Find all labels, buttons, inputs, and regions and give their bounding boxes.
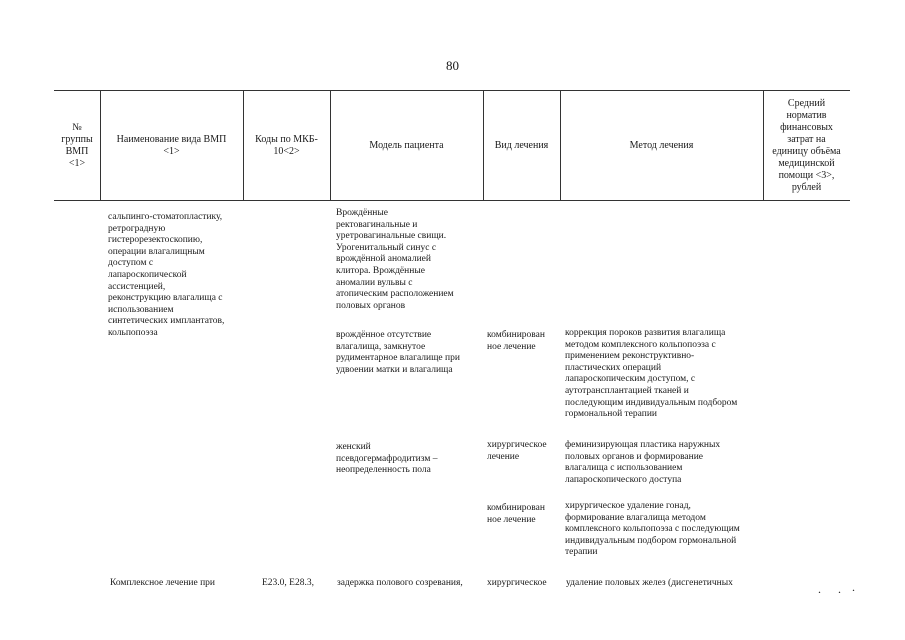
header-group-no: № группы ВМП <1> <box>61 122 93 169</box>
treatment-type-cell: комбинирован ное лечение <box>487 330 545 352</box>
patient-model-cell: задержка полового созревания, <box>337 578 463 588</box>
table-header-bottom-border <box>54 200 850 201</box>
treatment-method-cell: феминизирующая пластика наружных половых органов и формирование влагалища с использованием лапароскопического доступа <box>565 440 721 485</box>
vmp-name-continuation: сальпинго-стоматопластику, ретроградную гистерорезектоскопию, операции влагалищным доступом с лапароскопической ассистенцией, реконструкцию влагалища с использованием синтетических имплантатов, кольпопоэза <box>108 212 225 338</box>
treatment-method-cell: хирургическое удаление гонад, формирование влагалища методом комплексного кольпопоэза с последующим индивидуальным подбором гормональной терапии <box>565 501 740 558</box>
patient-model-cell: врождённое отсутствие влагалища, замкнутое рудиментарное влагалище при удвоении матки и влагалища <box>336 330 460 375</box>
scan-dot-mark: . <box>838 582 841 596</box>
header-vmp-name: Наименование вида ВМП <1> <box>116 134 227 157</box>
table-top-border <box>54 90 850 91</box>
patient-model-cell: женский псевдогермафродитизм – неопределенность пола <box>336 442 438 476</box>
scan-dot-mark: . <box>818 582 821 596</box>
vmp-name-cell: Комплексное лечение при <box>110 578 216 588</box>
treatment-type-cell: хирургическое <box>487 578 547 588</box>
treatment-type-cell: хирургическое лечение <box>487 440 547 462</box>
header-treatment-method: Метод лечения <box>629 140 694 151</box>
treatment-method-cell: коррекция пороков развития влагалища методом комплексного кольпопоэза с применением реконструктивно- пластических операций лапароскопическим доступом, с аутотрансплантацией тканей и последующим индивидуальным подбором гормональной терапии <box>565 328 738 420</box>
header-icd-codes: Коды по МКБ- 10<2> <box>255 134 318 157</box>
header-treatment-type: Вид лечения <box>494 140 549 151</box>
scan-dot-mark: . <box>852 580 855 594</box>
icd-codes-cell: E23.0, E28.3, <box>262 578 314 588</box>
header-avg-cost: Средний норматив финансовых затрат на единицу объёма медицинской помощи <3>, рублей <box>772 98 841 193</box>
patient-model-cell: Врождённые ректовагинальные и уретровагинальные свищи. Урогенитальный синус с врождённой аномалией клитора. Врождённые аномалии вульвы с атопическим расположением половых органов <box>336 208 454 311</box>
page-number: 80 <box>446 58 459 73</box>
header-patient-model: Модель пациента <box>369 140 444 151</box>
treatment-method-cell: удаление половых желез (дисгенетичных <box>566 578 733 588</box>
treatment-type-cell: комбинирован ное лечение <box>487 503 545 525</box>
